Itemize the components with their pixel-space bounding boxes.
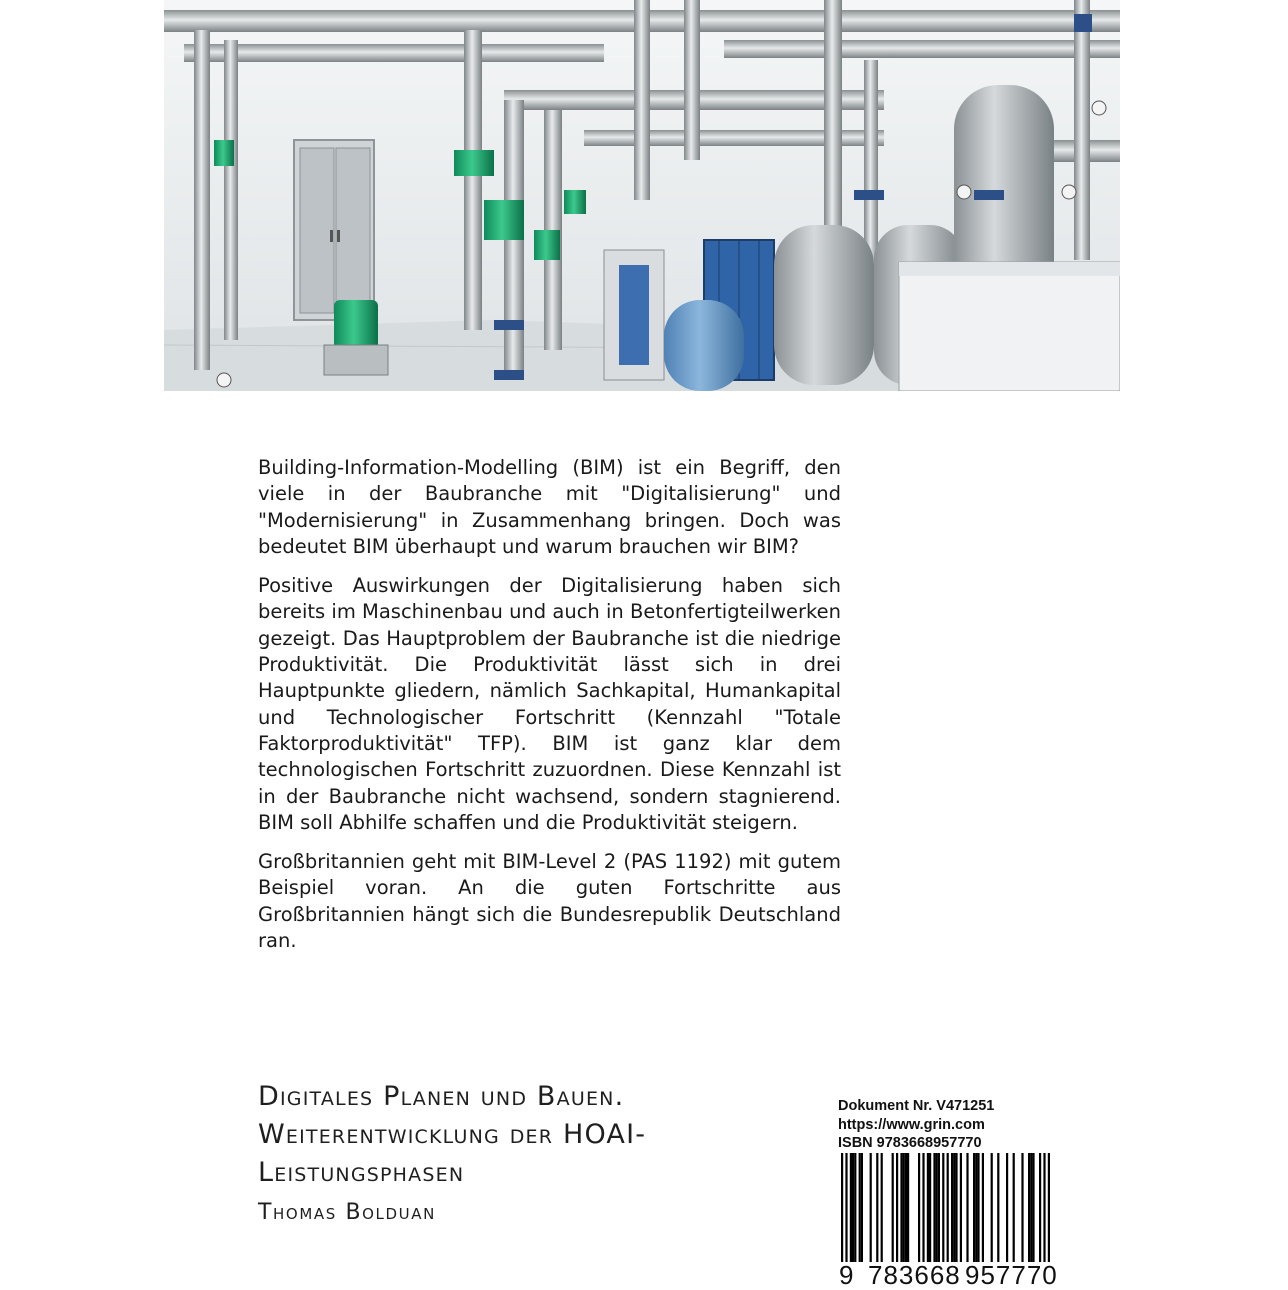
document-info	[838, 1097, 1058, 1153]
barcode-bar	[870, 1153, 872, 1265]
barcode-bar	[977, 1153, 979, 1265]
barcode-bar	[861, 1153, 863, 1265]
barcode-bar	[903, 1153, 905, 1265]
barcode-bar	[938, 1153, 940, 1265]
blurb-paragraph: Positive Auswirkungen der Digitalisierung haben sich bereits im Maschinenbau und auch in Betonfertigteilwerken gezeigt. Das Hauptproblem der Baubranche ist die niedrige Produktivität. Die Produktivität lässt sich in drei Hauptpunkte gliedern, nämlich Sachkapital, Humankapital und Technologischer Fortschritt (Kennzahl "Totale Faktorproduktivität" TFP). BIM ist ganz klar dem technologischen Fortschritt zuzuordnen. Diese Kennzahl ist in der Baubranche nicht wachsend, sondern stagnierend. BIM soll Abhilfe schaffen und die Produktivität steigern.	[258, 574, 841, 834]
barcode-bar	[991, 1153, 993, 1265]
blurb-text	[258, 455, 841, 967]
barcode-bar	[947, 1153, 949, 1277]
cover-image	[164, 0, 1120, 391]
isbn-barcode	[827, 1153, 1067, 1288]
barcode-bar	[1028, 1153, 1030, 1265]
barcode-bar	[850, 1153, 852, 1265]
barcode-bar	[955, 1153, 957, 1265]
barcode-bar	[927, 1153, 929, 1265]
barcode-bar	[929, 1153, 931, 1265]
barcode-bar	[936, 1153, 938, 1265]
blurb-paragraph: Großbritannien geht mit BIM-Level 2 (PAS 1192) mit gutem Beispiel voran. An die guten Fortschritte aus Großbritannien hängt sich die Bundesrepublik Deutschland ran.	[258, 850, 841, 953]
barcode-bar	[997, 1153, 999, 1265]
barcode-bar	[841, 1153, 843, 1277]
barcode-bar	[852, 1153, 854, 1265]
plant-room-render-image	[164, 0, 1120, 391]
barcode-bar	[854, 1153, 856, 1265]
barcode-bar	[953, 1153, 955, 1265]
barcode-bar	[1039, 1153, 1041, 1265]
barcode-bar	[982, 1153, 984, 1265]
barcode-digits-right: 957770	[965, 1260, 1058, 1290]
blurb-paragraph: Building-Information-Modelling (BIM) ist ein Begriff, den viele in der Baubranche mit "Digitalisierung" und "Modernisierung" in Zusammenhang bringen. Doch was bedeutet BIM überhaupt und warum brauchen wir BIM?	[258, 456, 841, 558]
barcode-bar	[845, 1153, 847, 1277]
barcode-bar	[933, 1153, 935, 1265]
barcode-bar	[922, 1153, 924, 1265]
barcode-bar	[907, 1153, 909, 1265]
barcode-bar	[1043, 1153, 1045, 1277]
barcode-bar	[951, 1153, 953, 1265]
barcode-bar	[1006, 1153, 1008, 1265]
barcode-bar	[896, 1153, 898, 1265]
author-name: Thomas Bolduan	[258, 1200, 436, 1225]
barcode-bar	[1032, 1153, 1034, 1265]
barcode-bar	[881, 1153, 883, 1265]
barcode-bar	[900, 1153, 902, 1265]
barcode-digit-first: 9	[839, 1260, 854, 1290]
barcode-bar	[876, 1153, 878, 1265]
barcode-bar	[966, 1153, 968, 1265]
barcode-digits-left: 783668	[868, 1260, 961, 1290]
barcode-bar	[1021, 1153, 1023, 1265]
barcode-bar	[942, 1153, 944, 1277]
barcode-bar	[1013, 1153, 1015, 1265]
barcode-bar	[960, 1153, 962, 1265]
publisher-url: https://www.grin.com	[838, 1116, 985, 1133]
document-number: Dokument Nr. V471251	[838, 1098, 995, 1114]
barcode-bar	[1048, 1153, 1050, 1277]
barcode-bar	[859, 1153, 861, 1265]
book-title-line: Digitales Planen und Bauen.	[258, 1081, 625, 1112]
book-title-line: Weiterentwicklung der HOAI-	[258, 1119, 647, 1150]
barcode-digits	[827, 1262, 1067, 1288]
barcode-bar	[918, 1153, 920, 1265]
barcode-bar	[973, 1153, 975, 1265]
barcode-bar	[1030, 1153, 1032, 1265]
barcode-bar	[905, 1153, 907, 1265]
book-title-block	[258, 1078, 818, 1228]
book-title-line: Leistungsphasen	[258, 1157, 465, 1188]
barcode-bar	[975, 1153, 977, 1265]
barcode-bar	[892, 1153, 894, 1265]
isbn: ISBN 9783668957770	[838, 1135, 982, 1151]
